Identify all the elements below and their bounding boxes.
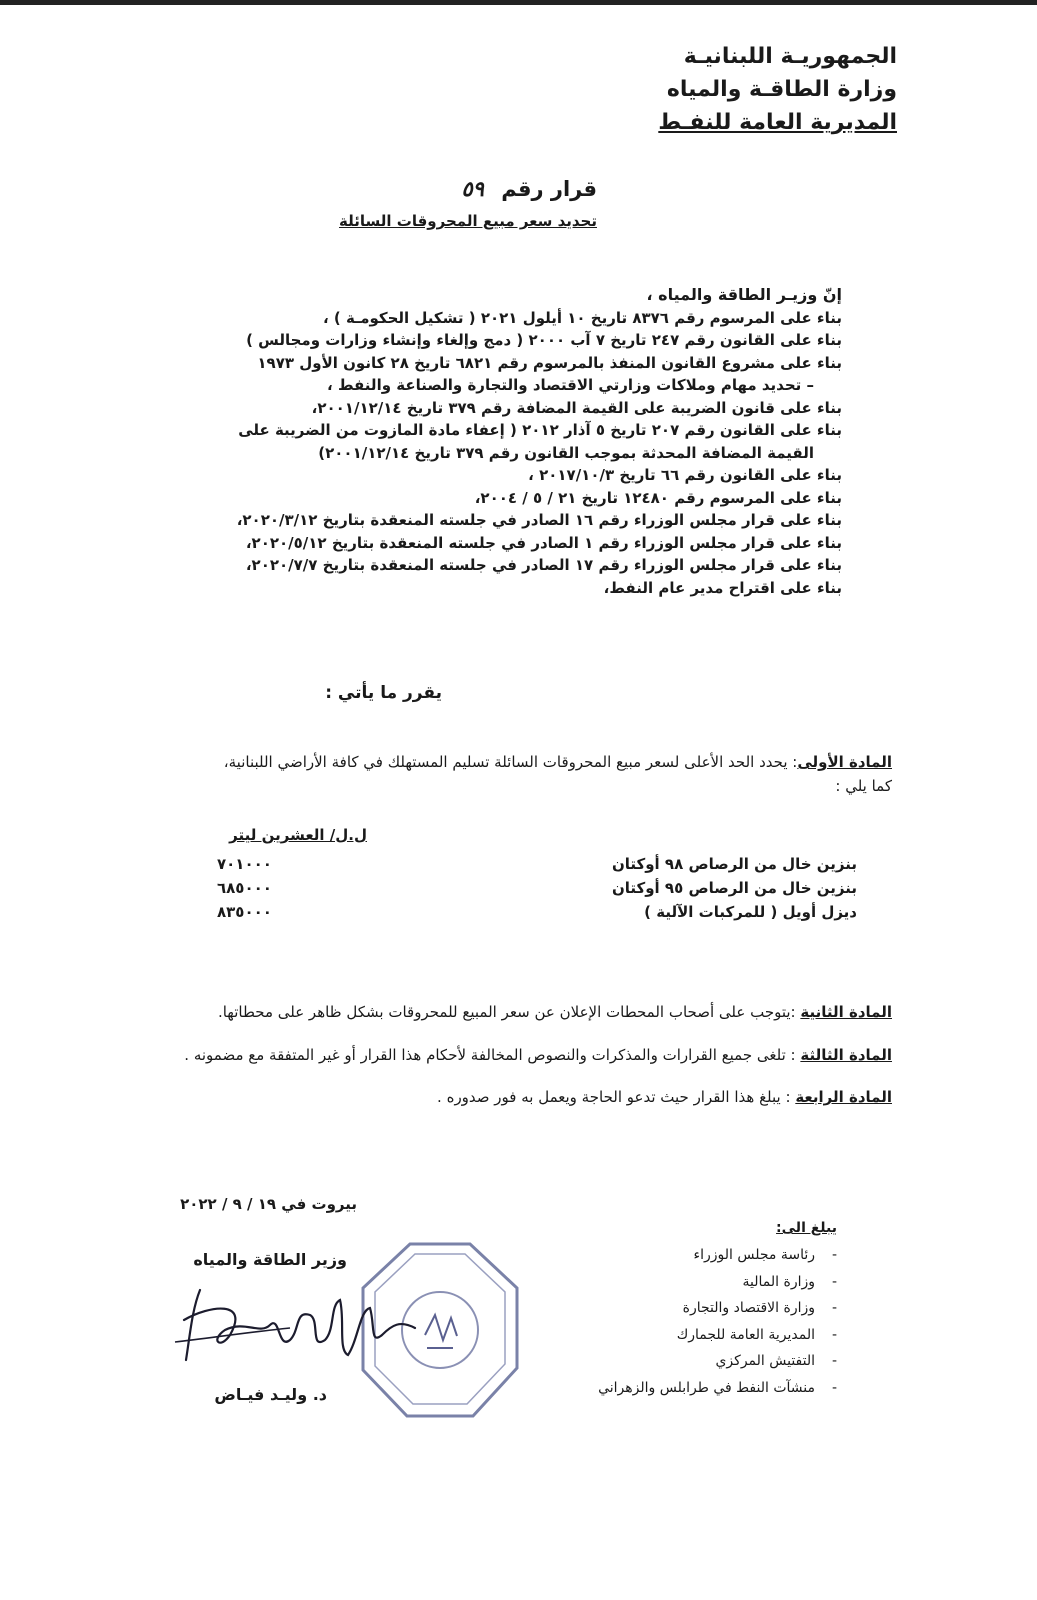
preamble-line: بناء على المرسوم رقم ١٢٤٨٠ تاريخ ٢١ / ٥ / ٢٠٠٤، xyxy=(474,488,842,507)
decision-title-label: قرار رقم xyxy=(501,177,597,201)
article-3-label: المادة الثالثة xyxy=(800,1046,892,1064)
preamble-line: القيمة المضافة المحدثة بموجب القانون رقم ٣٧٩ تاريخ ٢٠٠١/١٢/١٤) xyxy=(318,443,814,462)
article-3-text: : تلغى جميع القرارات والمذكرات والنصوص المخالفة لأحكام هذا القرار أو غير المتفقة مع مضمونه . xyxy=(184,1046,801,1064)
distribution-item: - وزارة المالية xyxy=(597,1269,837,1296)
decision-number: ٥٩ xyxy=(461,176,484,201)
article-4-text: : يبلغ هذا القرار حيث تدعو الحاجة ويعمل به فور صدوره . xyxy=(437,1088,796,1106)
article-4 xyxy=(112,1088,892,1106)
preamble-line: إنّ وزيـر الطاقة والمياه ، xyxy=(646,285,842,304)
preamble xyxy=(202,284,842,599)
fuel-price: ٨٣٥٠٠٠ xyxy=(217,903,272,921)
distribution-item: - وزارة الاقتصاد والتجارة xyxy=(597,1295,837,1322)
article-2-label: المادة الثانية xyxy=(800,1003,892,1021)
preamble-line: بناء على قانون الضريبة على القيمة المضافة رقم ٣٧٩ تاريخ ٢٠٠١/١٢/١٤، xyxy=(311,398,842,417)
price-row xyxy=(217,852,857,876)
preamble-line: – تحديد مهام وملاكات وزارتي الاقتصاد والتجارة والصناعة والنفط ، xyxy=(327,376,814,394)
article-4-label: المادة الرابعة xyxy=(795,1088,892,1106)
distribution-item: - رئاسة مجلس الوزراء xyxy=(597,1242,837,1269)
article-1 xyxy=(222,750,892,798)
preamble-line: بناء على القانون رقم ٢٠٧ تاريخ ٥ آذار ٢٠١٢ ( إعفاء مادة المازوت من الضريبة على xyxy=(238,421,842,439)
distribution-item: - التفتيش المركزي xyxy=(597,1348,837,1375)
preamble-line: بناء على قرار مجلس الوزراء رقم ١٦ الصادر في جلسته المنعقدة بتاريخ ٢٠٢٠/٣/١٢، xyxy=(236,511,842,529)
letterhead xyxy=(658,40,897,139)
fuel-product: بنزين خال من الرصاص ٩٨ أوكتان xyxy=(611,855,857,873)
decision-subtitle: تحديد سعر مبيع المحروقات السائلة xyxy=(339,212,597,230)
fuel-product: ديزل أويل ( للمركبات الآلية ) xyxy=(644,903,857,921)
decision-title xyxy=(461,176,597,201)
price-table xyxy=(217,852,857,924)
fuel-price: ٧٠١٠٠٠ xyxy=(217,855,272,873)
preamble-line: بناء على المرسوم رقم ٨٣٧٦ تاريخ ١٠ أيلول ٢٠٢١ ( تشكيل الحكومـة ) ، xyxy=(322,308,842,327)
distribution-item: - المديرية العامة للجمارك xyxy=(597,1322,837,1349)
place-date: بيروت في ١٩ / ٩ / ٢٠٢٢ xyxy=(180,1195,357,1213)
decides-heading: يقرر ما يأتي : xyxy=(325,683,442,703)
preamble-line: بناء على القانون رقم ٦٦ تاريخ ٢٠١٧/١٠/٣ ، xyxy=(528,466,842,484)
article-1-label: المادة الأولى xyxy=(797,753,892,771)
distribution-heading: يبلغ الى: xyxy=(776,1220,837,1236)
price-row xyxy=(217,876,857,900)
article-2-text: :يتوجب على أصحاب المحطات الإعلان عن سعر المبيع للمحروقات بشكل ظاهر على محطاتها. xyxy=(217,1003,801,1021)
preamble-line: بناء على قرار مجلس الوزراء رقم ١٧ الصادر في جلسته المنعقدة بتاريخ ٢٠٢٠/٧/٧، xyxy=(245,556,842,574)
price-row xyxy=(217,900,857,924)
article-1-text: : يحدد الحد الأعلى لسعر مبيع المحروقات السائلة تسليم المستهلك في كافة الأراضي اللبنانية، كما يلي : xyxy=(223,753,892,795)
fuel-price: ٦٨٥٠٠٠ xyxy=(217,879,272,897)
letterhead-ministry: وزارة الطاقـة والمياه xyxy=(666,77,897,102)
article-3 xyxy=(112,1046,892,1064)
preamble-line: بناء على مشروع القانون المنفذ بالمرسوم رقم ٦٨٢١ تاريخ ٢٨ كانون الأول ١٩٧٣ xyxy=(257,353,842,372)
signatory-title: وزير الطاقة والمياه xyxy=(193,1250,347,1269)
distribution-list xyxy=(597,1220,837,1401)
signatory-name: د. وليـد فيـاض xyxy=(214,1385,327,1404)
fuel-product: بنزين خال من الرصاص ٩٥ أوكتان xyxy=(611,879,857,897)
letterhead-directorate: المديرية العامة للنفـط xyxy=(658,110,897,135)
article-2 xyxy=(112,1003,892,1021)
price-unit: ل.ل/ العشرين ليتر xyxy=(229,826,367,844)
preamble-line: بناء على القانون رقم ٢٤٧ تاريخ ٧ آب ٢٠٠٠ ( دمج وإلغاء وإنشاء وزارات ومجالس ) xyxy=(246,331,842,349)
signature-icon xyxy=(170,1280,430,1375)
preamble-line: بناء على قرار مجلس الوزراء رقم ١ الصادر في جلسته المنعقدة بتاريخ ٢٠٢٠/٥/١٢، xyxy=(245,533,842,552)
preamble-line: بناء على اقتراح مدير عام النفط، xyxy=(603,578,842,597)
letterhead-republic: الجمهوريـة اللبنانيـة xyxy=(683,44,897,69)
distribution-item: - منشآت النفط في طرابلس والزهراني xyxy=(597,1375,837,1402)
